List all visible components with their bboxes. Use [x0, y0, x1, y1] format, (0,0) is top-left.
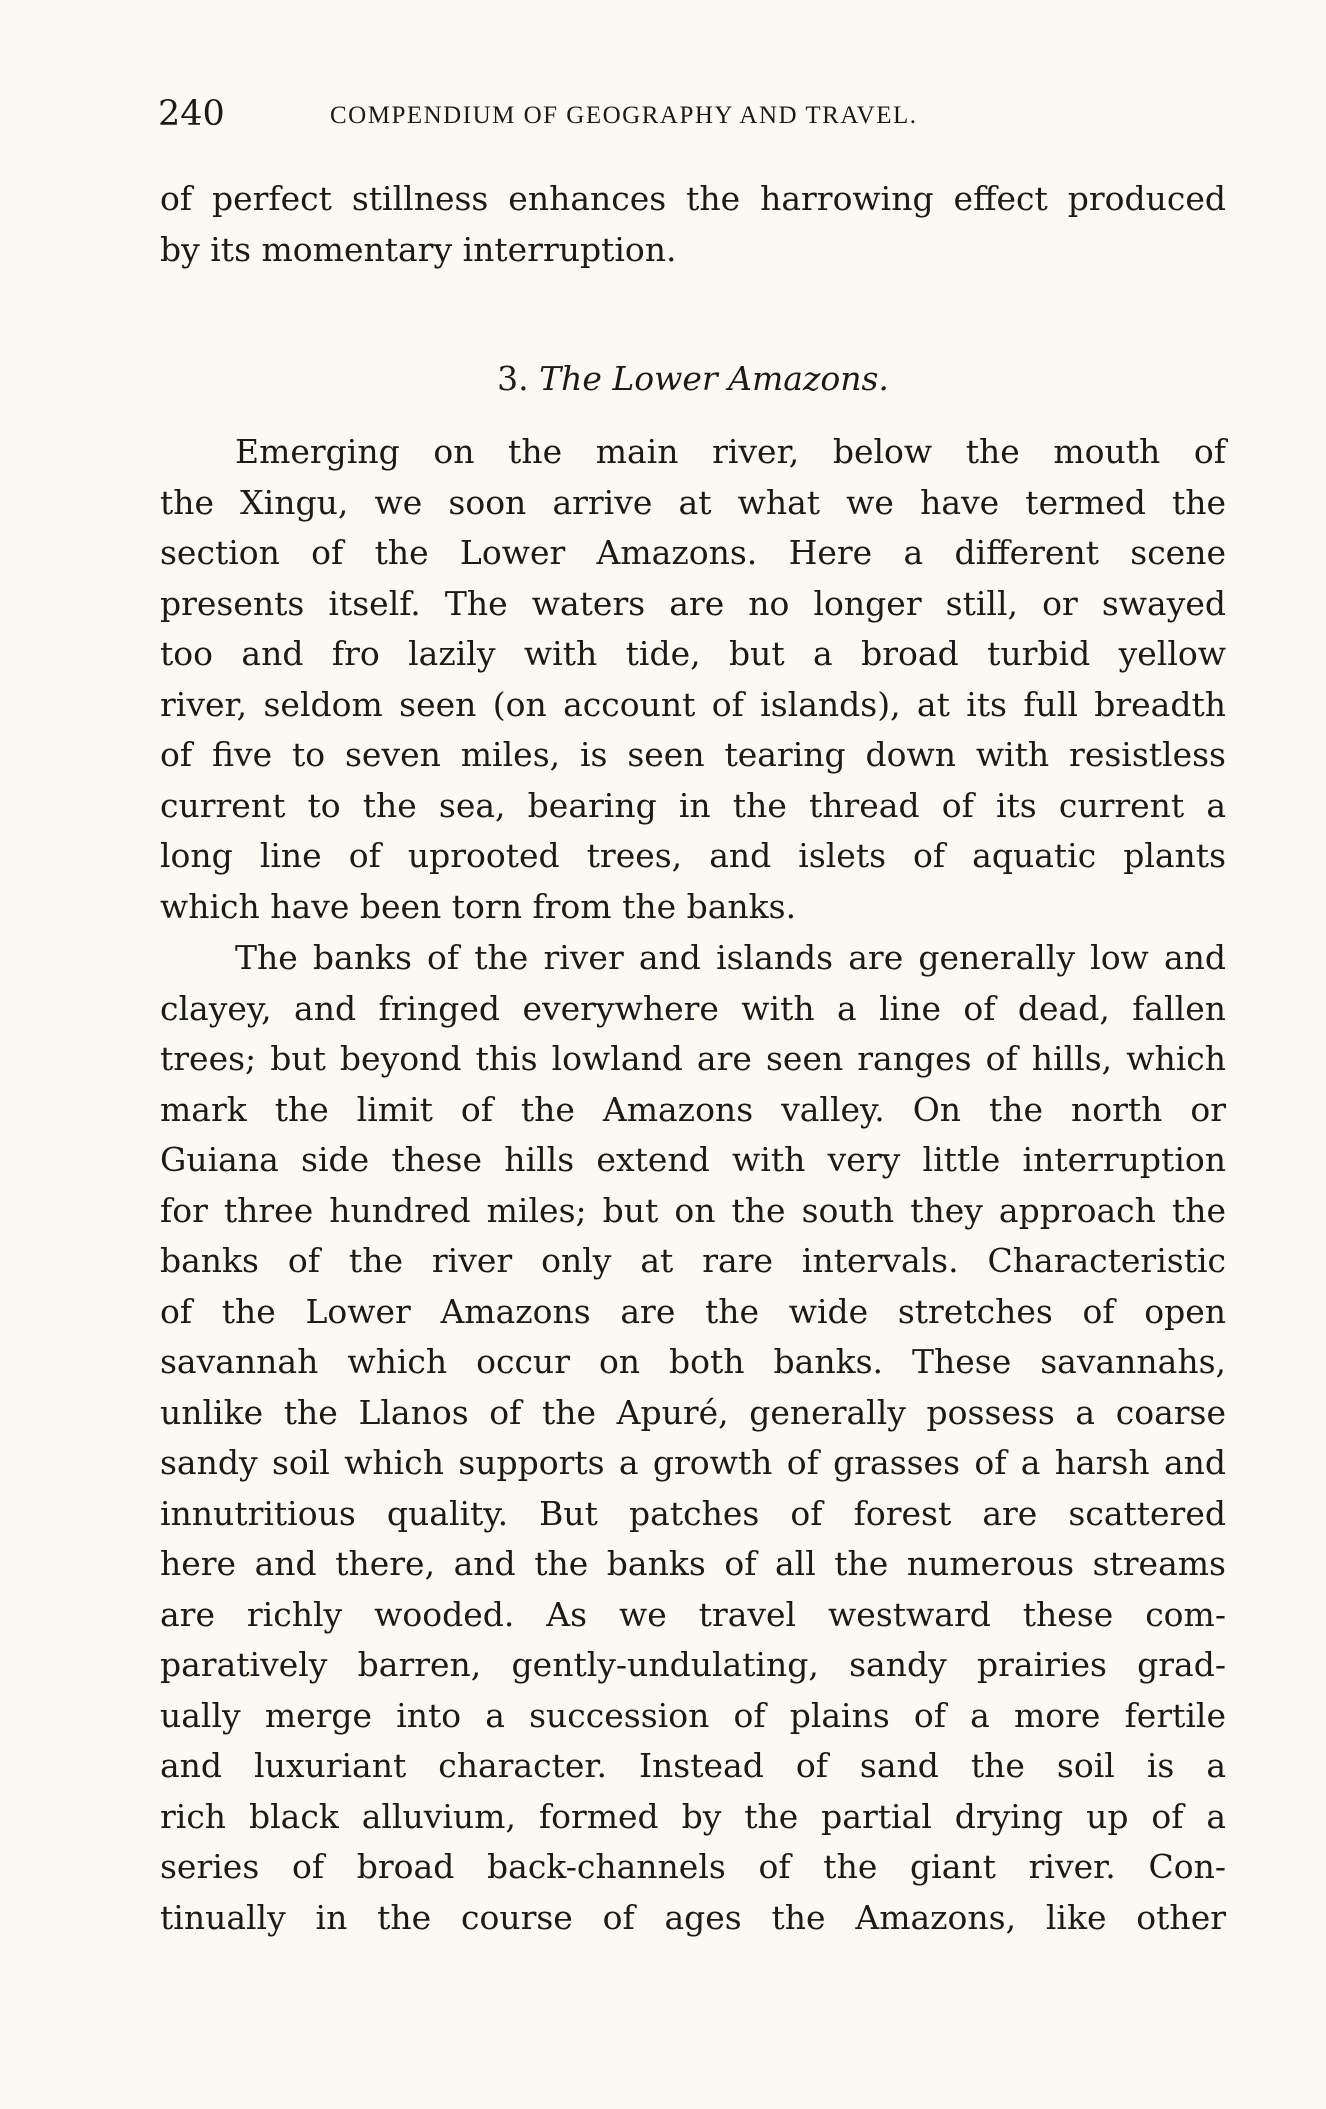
text-line: river, seldom seen (on account of islands), at its full breadth [160, 684, 1226, 724]
text-line: of five to seven miles, is seen tearing down with resistless [160, 735, 1226, 774]
text-line: for three hundred miles; but on the south they approach the [160, 1190, 1226, 1230]
text-line: by its momentary interruption. [160, 229, 677, 269]
text-line: clayey, and fringed everywhere with a line of dead, fallen [160, 988, 1226, 1028]
text-line: are richly wooded. As we travel westward these com- [160, 1594, 1226, 1634]
page-header [158, 92, 1228, 136]
text-line: ually merge into a succession of plains of a more fertile [160, 1695, 1226, 1735]
text-line: banks of the river only at rare intervals. Characteristic [160, 1241, 1226, 1280]
text-line: presents itself. The waters are no longer still, or swayed [160, 583, 1226, 623]
continuation-paragraph [160, 174, 1226, 275]
text-line: of perfect stillness enhances the harrowing effect produced [160, 179, 1226, 218]
text-line: current to the sea, bearing in the thread of its current a [160, 785, 1226, 825]
text-line: trees; but beyond this lowland are seen ranges of hills, which [160, 1039, 1226, 1078]
text-line: unlike the Llanos of the Apuré, generally possess a coarse [160, 1392, 1226, 1432]
text-line: here and there, and the banks of all the numerous streams [160, 1544, 1226, 1583]
text-line: Guiana side these hills extend with very little interruption [160, 1140, 1226, 1179]
text-line: the Xingu, we soon arrive at what we have termed the [160, 482, 1226, 522]
text-line: tinually in the course of ages the Amazons, like other [160, 1897, 1226, 1937]
text-line: section of the Lower Amazons. Here a different scene [160, 533, 1226, 572]
section-heading [160, 354, 1226, 404]
text-line: rich black alluvium, formed by the partial drying up of a [160, 1796, 1226, 1836]
section-title: The Lower Amazons. [539, 359, 889, 398]
text-line: sandy soil which supports a growth of grasses of a harsh and [160, 1443, 1226, 1482]
page-number: 240 [158, 94, 225, 134]
running-head: COMPENDIUM OF GEOGRAPHY AND TRAVEL. [330, 102, 918, 129]
text-line: too and fro lazily with tide, but a broad turbid yellow [160, 634, 1226, 673]
text-line: innutritious quality. But patches of forest are scattered [160, 1493, 1226, 1533]
text-line: long line of uprooted trees, and islets of aquatic plants [160, 836, 1226, 875]
paragraph-1 [160, 427, 1226, 932]
text-line: savannah which occur on both banks. These savannahs, [160, 1342, 1226, 1381]
text-line: series of broad back-channels of the giant river. Con- [160, 1847, 1226, 1886]
text-line: paratively barren, gently-undulating, sandy prairies grad- [160, 1645, 1226, 1684]
section-number: 3. [497, 359, 529, 398]
text-line: Emerging on the main river, below the mouth of [235, 432, 1226, 471]
text-line: The banks of the river and islands are generally low and [235, 938, 1226, 977]
text-line: and luxuriant character. Instead of sand the soil is a [160, 1746, 1226, 1785]
paragraph-2 [160, 933, 1226, 1943]
text-line: which have been torn from the banks. [160, 886, 797, 926]
text-line: of the Lower Amazons are the wide stretches of open [160, 1291, 1226, 1331]
text-line: mark the limit of the Amazons valley. On the north or [160, 1089, 1226, 1129]
